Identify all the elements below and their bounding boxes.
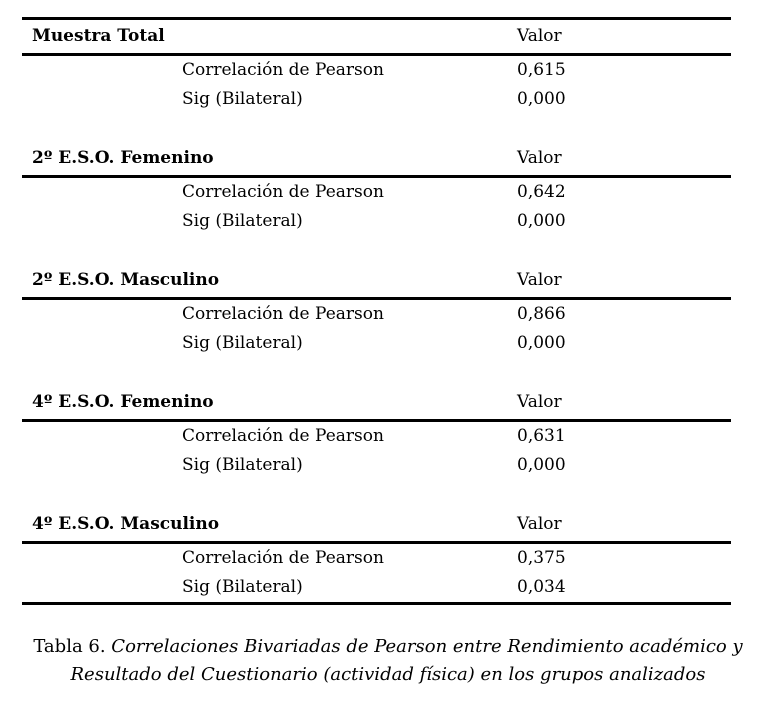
row-label: Sig (Bilateral) <box>182 455 303 475</box>
row-value: 0,642 <box>517 182 566 202</box>
caption-prefix: Tabla 6. <box>33 636 112 657</box>
row-value: 0,615 <box>517 60 566 80</box>
row-value: 0,000 <box>517 89 566 109</box>
table-row <box>22 56 731 85</box>
group-name: 2º E.S.O. Masculino <box>32 270 220 290</box>
group-name: 2º E.S.O. Femenino <box>32 148 214 168</box>
table-row <box>22 451 731 480</box>
value-column-header: Valor <box>517 270 562 290</box>
group-spacer <box>22 236 731 264</box>
row-label: Correlación de Pearson <box>182 304 384 324</box>
row-value: 0,375 <box>517 548 566 568</box>
caption-line-1 <box>0 633 776 661</box>
row-label: Correlación de Pearson <box>182 548 384 568</box>
group-spacer <box>22 480 731 508</box>
value-column-header: Valor <box>517 392 562 412</box>
caption-title-part-2: Resultado del Cuestionario (actividad física) en los grupos analizados <box>70 664 706 685</box>
value-column-header: Valor <box>517 514 562 534</box>
correlation-table <box>22 17 731 605</box>
row-value: 0,000 <box>517 455 566 475</box>
row-value: 0,631 <box>517 426 566 446</box>
group-header-muestra-total <box>22 20 731 53</box>
group-header-4eso-masculino <box>22 508 731 541</box>
caption-title-part-1: Correlaciones Bivariadas de Pearson entre Rendimiento académico y <box>111 636 743 657</box>
row-label: Sig (Bilateral) <box>182 333 303 353</box>
table-bottom-rule <box>22 602 731 605</box>
row-value: 0,000 <box>517 211 566 231</box>
row-value: 0,000 <box>517 333 566 353</box>
row-label: Sig (Bilateral) <box>182 577 303 597</box>
row-label: Correlación de Pearson <box>182 182 384 202</box>
row-label: Sig (Bilateral) <box>182 89 303 109</box>
table-row <box>22 573 731 602</box>
table-row <box>22 422 731 451</box>
value-column-header: Valor <box>517 148 562 168</box>
row-label: Correlación de Pearson <box>182 426 384 446</box>
row-value: 0,866 <box>517 304 566 324</box>
table-row <box>22 544 731 573</box>
row-value: 0,034 <box>517 577 566 597</box>
table-row <box>22 329 731 358</box>
group-header-4eso-femenino <box>22 386 731 419</box>
group-spacer <box>22 358 731 386</box>
value-column-header: Valor <box>517 26 562 46</box>
table-row <box>22 300 731 329</box>
group-header-2eso-femenino <box>22 142 731 175</box>
table-row <box>22 207 731 236</box>
table-row <box>22 178 731 207</box>
table-caption <box>0 633 776 689</box>
group-name: 4º E.S.O. Masculino <box>32 514 220 534</box>
group-header-2eso-masculino <box>22 264 731 297</box>
group-name: 4º E.S.O. Femenino <box>32 392 214 412</box>
table-row <box>22 85 731 114</box>
group-spacer <box>22 114 731 142</box>
row-label: Sig (Bilateral) <box>182 211 303 231</box>
row-label: Correlación de Pearson <box>182 60 384 80</box>
group-name: Muestra Total <box>32 26 165 46</box>
